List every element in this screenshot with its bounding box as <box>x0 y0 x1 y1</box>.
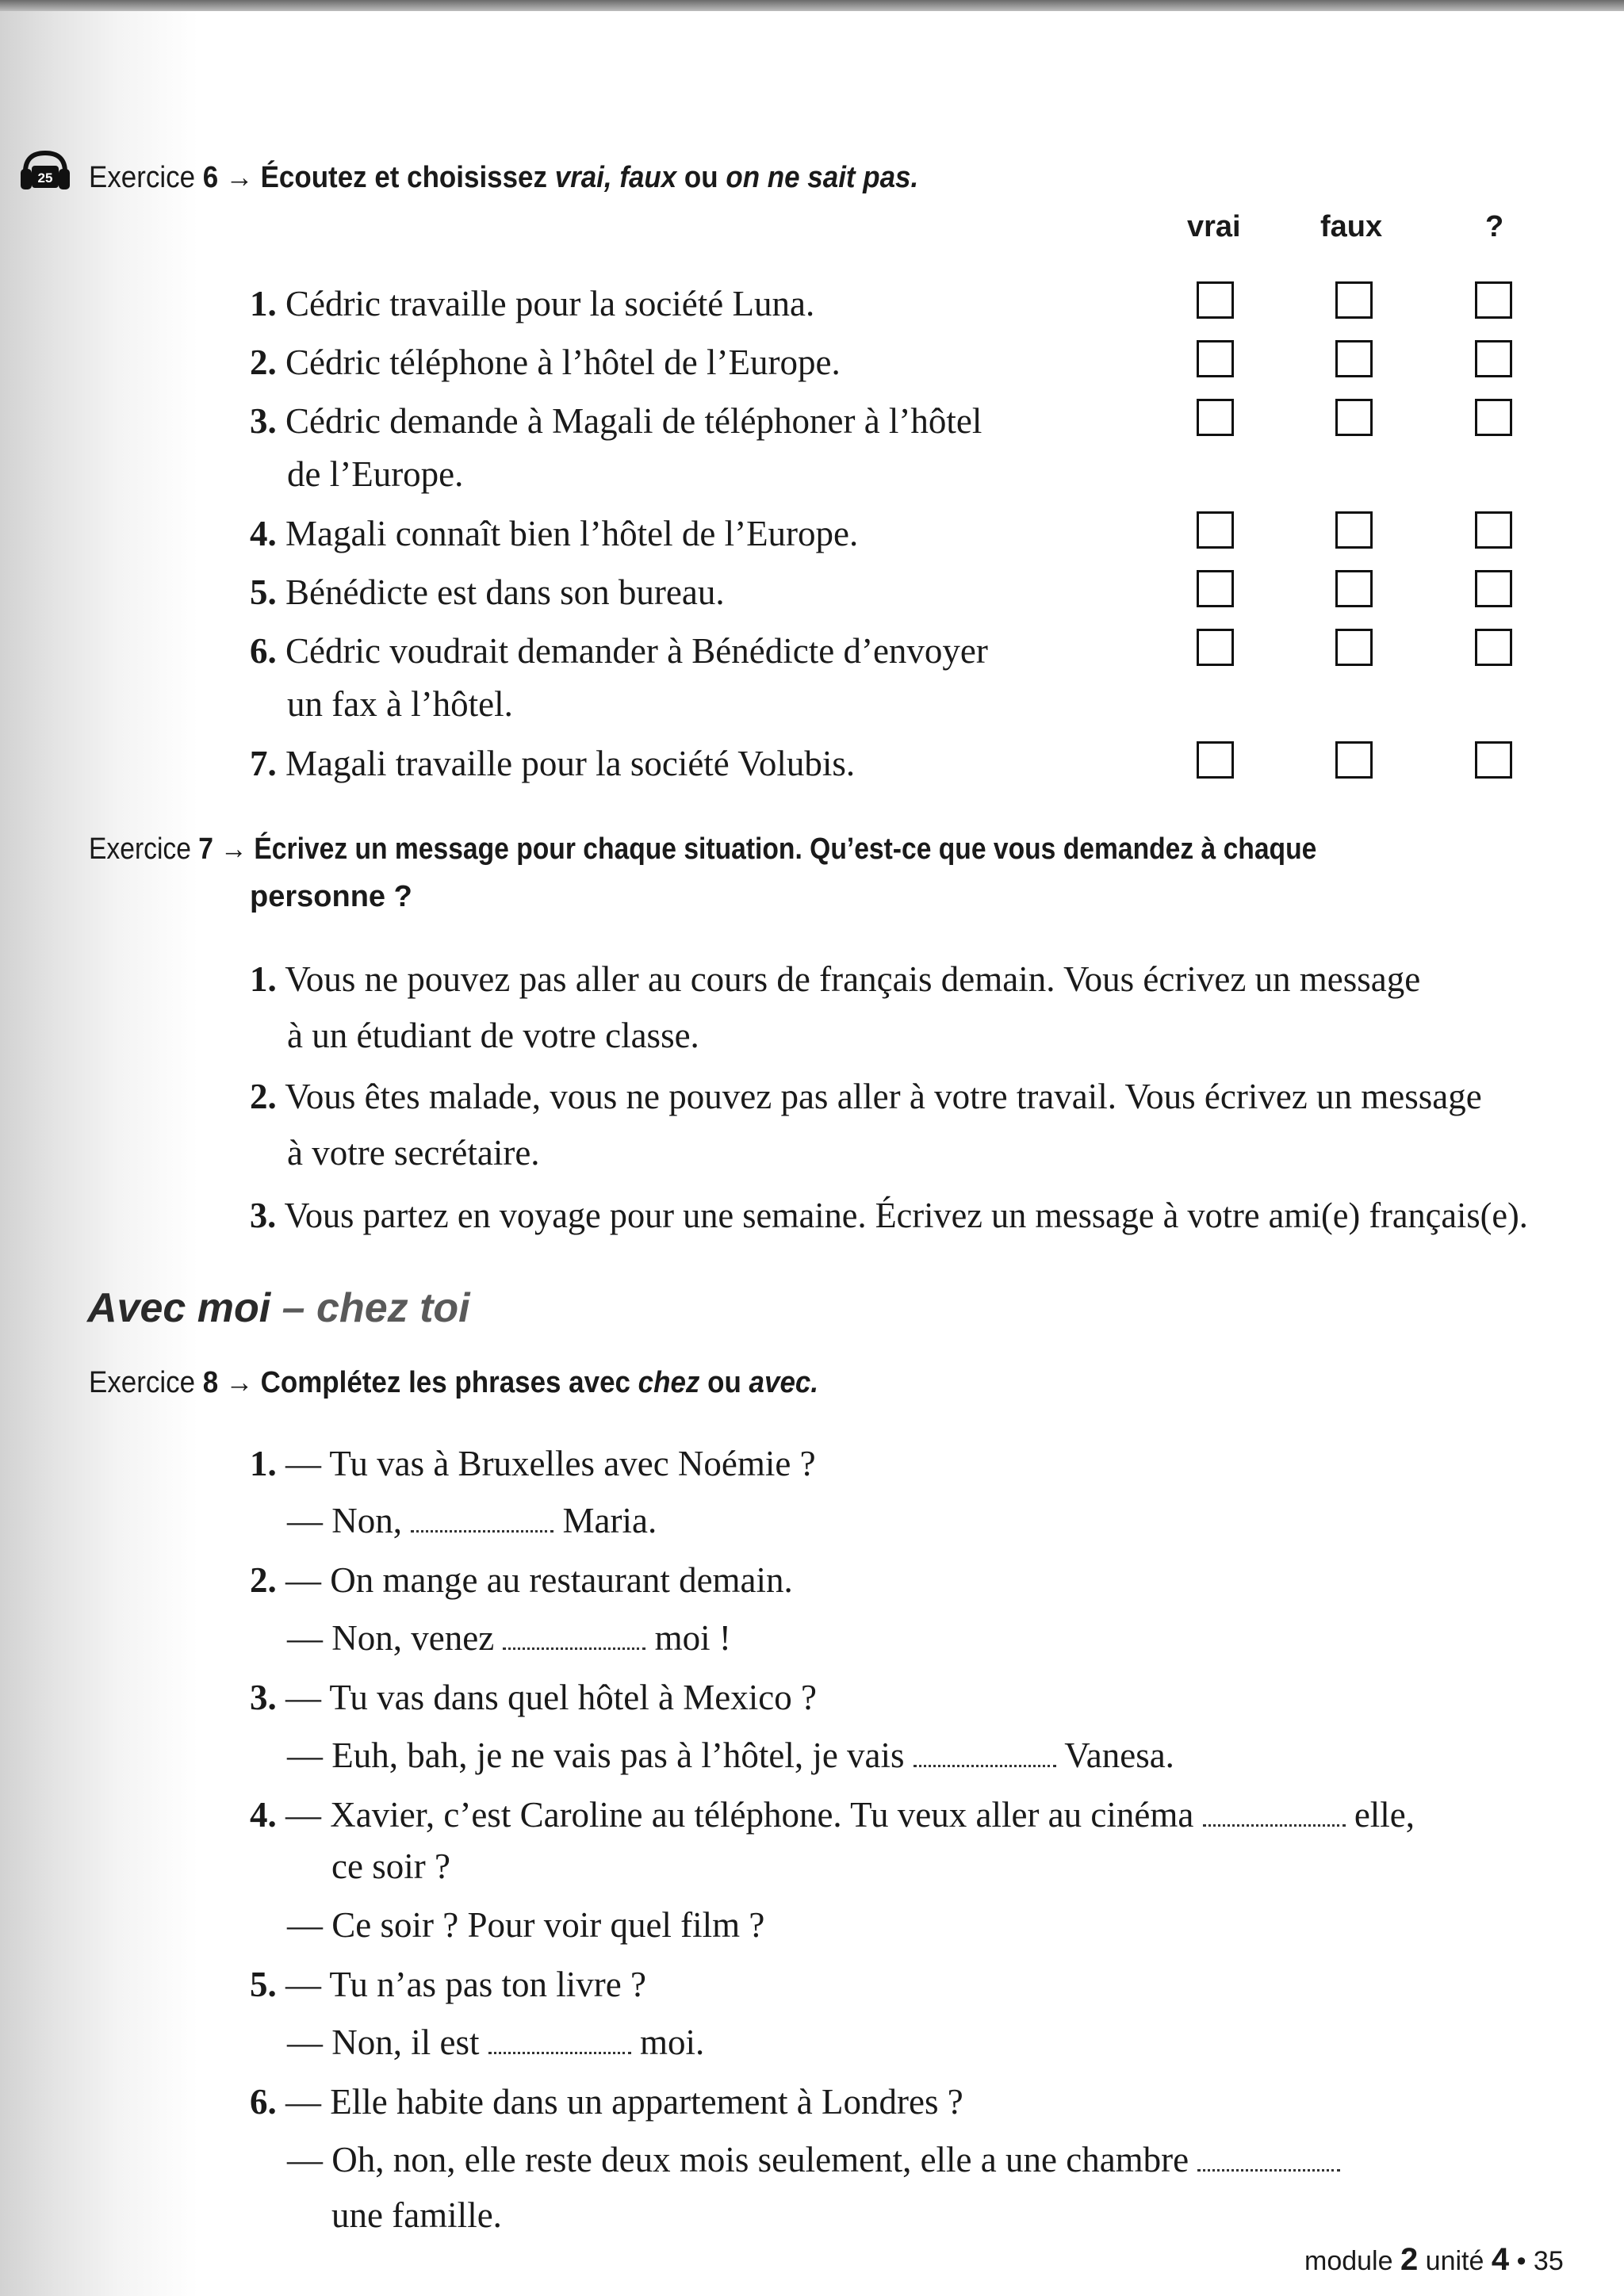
ex6-2-unknown-checkbox[interactable] <box>1475 340 1512 377</box>
blank-field[interactable] <box>1203 1816 1346 1827</box>
ex6-7-faux-checkbox[interactable] <box>1335 741 1373 779</box>
ex8-item-6-answer: — Oh, non, elle reste deux mois seulement, elle a une chambre <box>287 2139 1340 2180</box>
ex6-item-3-continuation: de l’Europe. <box>287 454 464 494</box>
ex6-item-3: 3. Cédric demande à Magali de téléphoner à l’hôtel <box>250 401 982 441</box>
exercise-8-title: Exercice 8 → Complétez les phrases avec chez ou avec. <box>89 1366 819 1399</box>
ex6-item-5: 5. Bénédicte est dans son bureau. <box>250 572 725 612</box>
ex6-4-vrai-checkbox[interactable] <box>1197 511 1234 549</box>
ex6-1-vrai-checkbox[interactable] <box>1197 281 1234 319</box>
ex6-item-4: 4. Magali connaît bien l’hôtel de l’Europe. <box>250 514 859 553</box>
ex8-item-6-answer-continuation: une famille. <box>331 2195 502 2235</box>
blank-field[interactable] <box>503 1640 645 1650</box>
column-header-faux: faux <box>1320 210 1383 243</box>
ex6-item-7: 7. Magali travaille pour la société Volubis. <box>250 744 856 783</box>
ex7-item-2: 2. Vous êtes malade, vous ne pouvez pas aller à votre travail. Vous écrivez un message <box>250 1077 1482 1116</box>
ex8-item-3-question: 3. — Tu vas dans quel hôtel à Mexico ? <box>250 1678 817 1717</box>
ex6-6-faux-checkbox[interactable] <box>1335 629 1373 666</box>
ex8-item-5-answer: — Non, il est moi. <box>287 2022 705 2062</box>
page-top-edge <box>0 0 1624 11</box>
scan-shadow <box>0 11 198 2296</box>
ex8-item-4-question-continuation: ce soir ? <box>331 1846 450 1886</box>
ex6-item-2: 2. Cédric téléphone à l’hôtel de l’Europe. <box>250 342 841 382</box>
ex6-1-faux-checkbox[interactable] <box>1335 281 1373 319</box>
ex6-3-faux-checkbox[interactable] <box>1335 399 1373 436</box>
section-title: Avec moi – chez toi <box>87 1285 470 1331</box>
ex6-3-unknown-checkbox[interactable] <box>1475 399 1512 436</box>
ex8-item-1-question: 1. — Tu vas à Bruxelles avec Noémie ? <box>250 1444 816 1483</box>
ex8-item-5-question: 5. — Tu n’as pas ton livre ? <box>250 1965 646 2004</box>
ex8-item-2-question: 2. — On mange au restaurant demain. <box>250 1560 793 1600</box>
ex6-5-vrai-checkbox[interactable] <box>1197 570 1234 607</box>
ex6-5-unknown-checkbox[interactable] <box>1475 570 1512 607</box>
ex8-item-6-question: 6. — Elle habite dans un appartement à Londres ? <box>250 2082 963 2122</box>
ex7-item-1: 1. Vous ne pouvez pas aller au cours de français demain. Vous écrivez un message <box>250 959 1421 999</box>
ex8-item-4-question: 4. — Xavier, c’est Caroline au téléphone. Tu veux aller au cinéma elle, <box>250 1795 1415 1835</box>
ex6-7-vrai-checkbox[interactable] <box>1197 741 1234 779</box>
ex6-7-unknown-checkbox[interactable] <box>1475 741 1512 779</box>
blank-field[interactable] <box>411 1522 553 1533</box>
ex6-4-unknown-checkbox[interactable] <box>1475 511 1512 549</box>
ex8-item-4-answer: — Ce soir ? Pour voir quel film ? <box>287 1905 765 1945</box>
column-header-vrai: vrai <box>1187 210 1241 243</box>
ex7-item-1-continuation: à un étudiant de votre classe. <box>287 1016 699 1055</box>
exercise-7-title: Exercice 7 → Écrivez un message pour chaque situation. Qu’est-ce que vous demandez à chaque <box>89 832 1317 866</box>
ex8-item-2-answer: — Non, venez moi ! <box>287 1618 731 1658</box>
ex6-6-vrai-checkbox[interactable] <box>1197 629 1234 666</box>
ex8-item-1-answer: — Non, Maria. <box>287 1501 657 1540</box>
ex6-item-6: 6. Cédric voudrait demander à Bénédicte d’envoyer <box>250 631 988 671</box>
ex6-5-faux-checkbox[interactable] <box>1335 570 1373 607</box>
ex6-1-unknown-checkbox[interactable] <box>1475 281 1512 319</box>
ex6-3-vrai-checkbox[interactable] <box>1197 399 1234 436</box>
ex8-item-3-answer: — Euh, bah, je ne vais pas à l’hôtel, je vais Vanesa. <box>287 1735 1174 1775</box>
ex6-6-unknown-checkbox[interactable] <box>1475 629 1512 666</box>
ex6-item-6-continuation: un fax à l’hôtel. <box>287 684 513 724</box>
exercise-7-title-continuation: personne ? <box>250 880 412 913</box>
blank-field[interactable] <box>488 2044 631 2054</box>
ex6-2-faux-checkbox[interactable] <box>1335 340 1373 377</box>
ex7-item-3: 3. Vous partez en voyage pour une semaine. Écrivez un message à votre ami(e) français(e). <box>250 1196 1528 1235</box>
svg-text:25: 25 <box>37 170 53 186</box>
ex6-2-vrai-checkbox[interactable] <box>1197 340 1234 377</box>
page-footer: module 2 unité 4 • 35 <box>1304 2242 1564 2277</box>
ex7-item-2-continuation: à votre secrétaire. <box>287 1133 540 1173</box>
blank-field[interactable] <box>914 1757 1056 1767</box>
blank-field[interactable] <box>1197 2161 1340 2172</box>
exercise-6-title: Exercice 6 → Écoutez et choisissez vrai, faux ou on ne sait pas. <box>89 161 919 194</box>
ex6-4-faux-checkbox[interactable] <box>1335 511 1373 549</box>
audio-cd-icon <box>17 148 73 196</box>
ex6-item-1: 1. Cédric travaille pour la société Luna. <box>250 284 815 323</box>
column-header-unknown: ? <box>1485 210 1504 243</box>
